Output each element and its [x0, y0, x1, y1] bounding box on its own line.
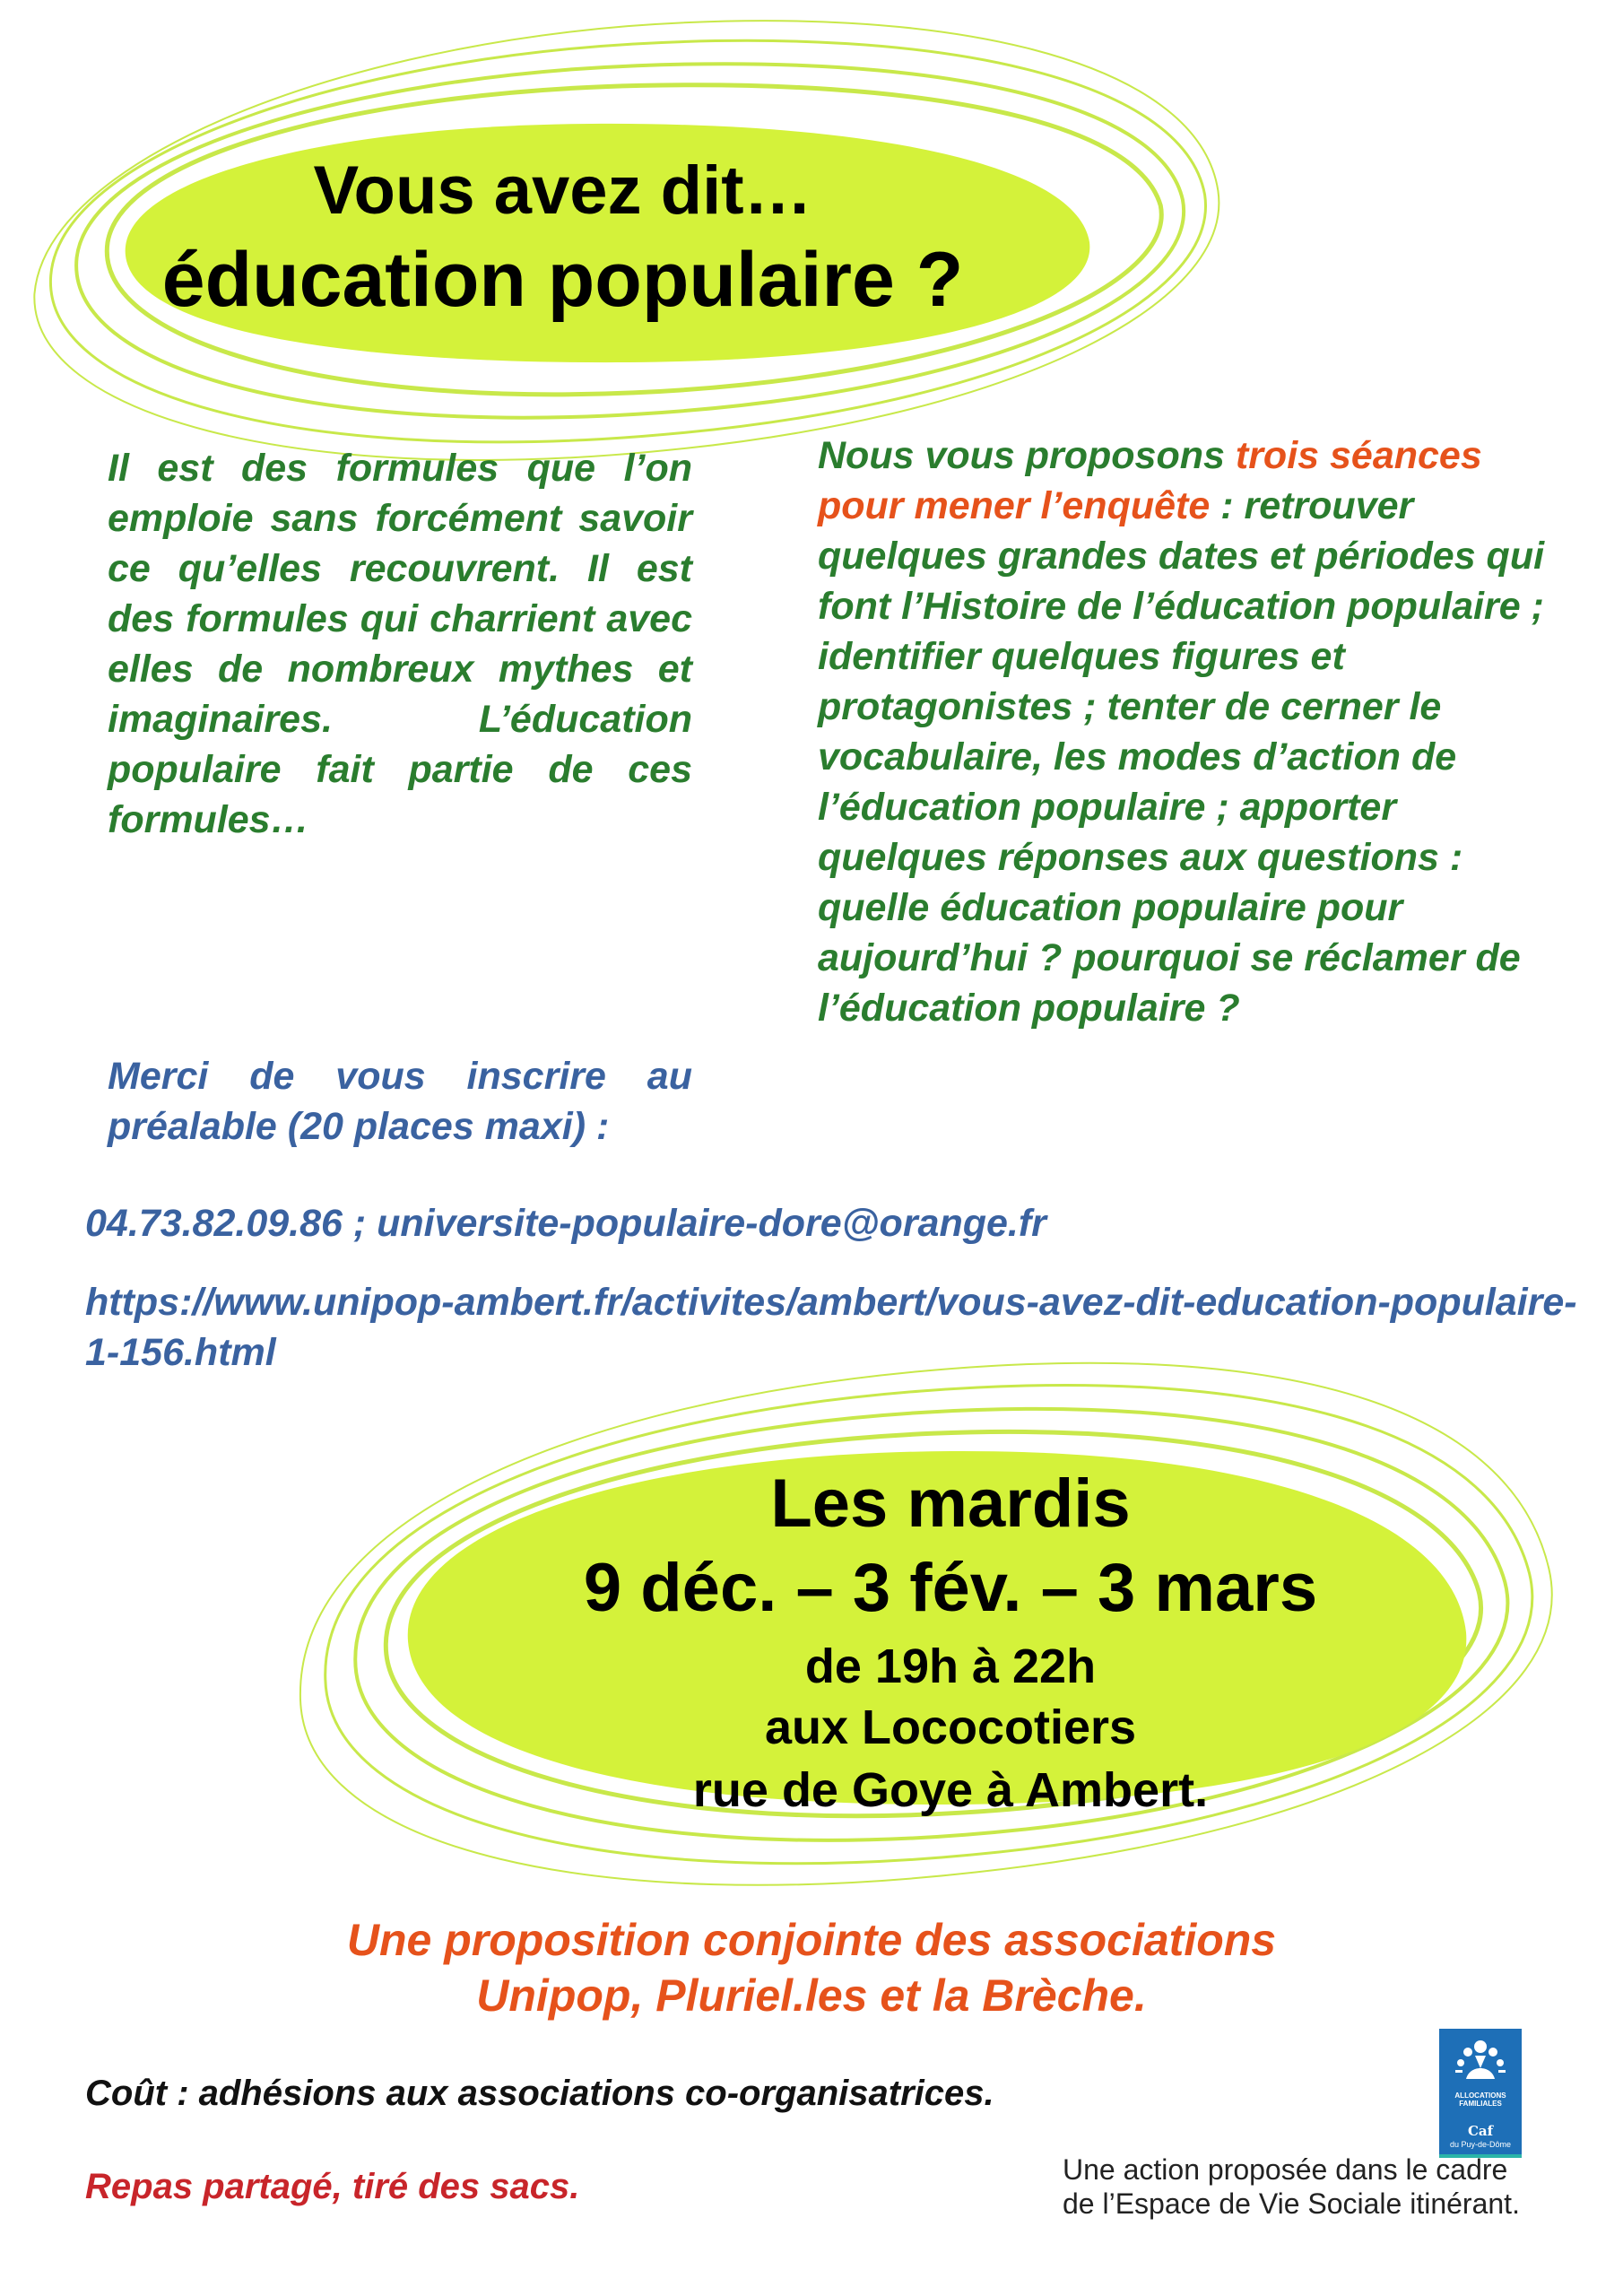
footer-line-2: de l’Espace de Vie Sociale itinérant.	[1063, 2187, 1520, 2220]
associations-line-2: Unipop, Pluriel.les et la Brèche.	[476, 1970, 1147, 2021]
proposal-body: : retrouver quelques grandes dates et périodes qui font l’Histoire de l’éducation populaire ; identifier quelques figures et protagonistes ; tenter de cerner le vocabulaire, les modes d’action de l’éducation populaire ; apporter quelques réponses aux questions : quelle éducation populaire pour aujourd’hui ? pourquoi se réclamer de l’éducation populaire ?	[818, 484, 1545, 1030]
caf-logo-dept: du Puy-de-Dôme	[1449, 2140, 1512, 2149]
proposal-highlight: trois séances pour mener l’enquête	[818, 434, 1482, 527]
contact-phone-email: 04.73.82.09.86 ; universite-populaire-dore@orange.fr	[85, 1202, 1046, 1245]
title-line-1: Vous avez dit…	[313, 152, 812, 229]
caf-logo-name: Caf	[1467, 2123, 1494, 2139]
associations-line-1: Une proposition conjointe des associations	[346, 1915, 1277, 1965]
cost-note: Coût : adhésions aux associations co-organisatrices.	[85, 2074, 994, 2113]
footer-line-1: Une action proposée dans le cadre	[1063, 2153, 1508, 2186]
caf-logo-text-2: FAMILIALES	[1459, 2100, 1502, 2108]
associations-statement	[0, 1912, 1623, 2023]
title-blob-decoration	[0, 0, 1623, 466]
dates-time: de 19h à 22h	[804, 1639, 1097, 1693]
dates-heading: Les mardis	[770, 1465, 1131, 1542]
signup-note: Merci de vous inscrire au préalable (20 places maxi) :	[108, 1055, 692, 1148]
event-url-link[interactable]: https://www.unipop-ambert.fr/activites/ambert/vous-avez-dit-education-populaire-1-156.html	[85, 1281, 1577, 1374]
proposal-paragraph	[818, 430, 1562, 1033]
title-line-2: éducation populaire ?	[161, 237, 964, 323]
proposal-lead: Nous vous proposons	[818, 434, 1236, 477]
caf-logo-text-1: ALLOCATIONS	[1454, 2092, 1506, 2100]
meal-note: Repas partagé, tiré des sacs.	[85, 2167, 580, 2206]
dates-list: 9 déc. – 3 fév. – 3 mars	[583, 1550, 1318, 1626]
caf-logo	[1439, 2029, 1522, 2158]
caf-logo-icon	[1439, 2029, 1522, 2090]
dates-address: rue de Goye à Ambert.	[692, 1763, 1209, 1817]
footer-note	[1063, 2152, 1565, 2221]
dates-venue: aux Lococotiers	[764, 1700, 1137, 1754]
intro-paragraph: Il est des formules que l’on emploie sans forcément savoir ce qu’elles recouvrent. Il est des formules qui charrient avec elles de nombreux mythes et imaginaires. L’éducation populaire fait partie de ces formules…	[108, 447, 692, 841]
